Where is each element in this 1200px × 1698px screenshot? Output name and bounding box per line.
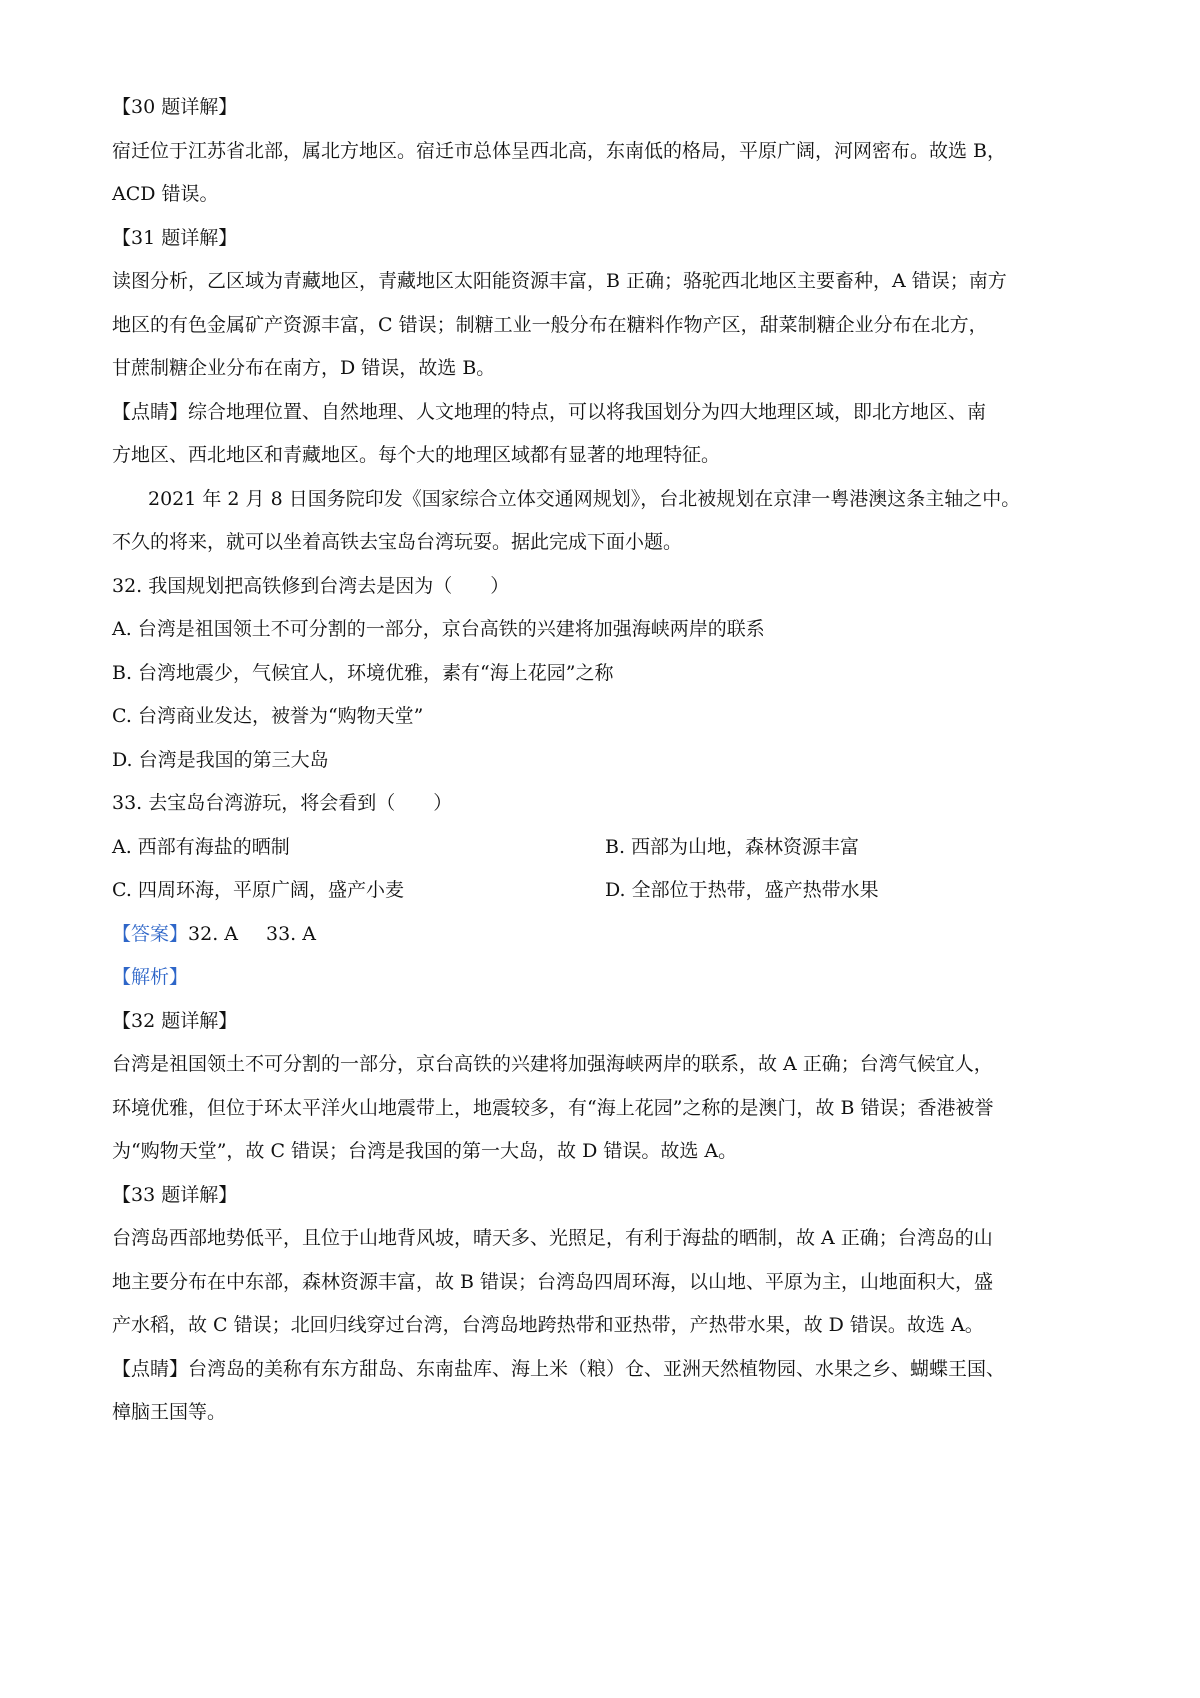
- q32-option-b: B. 台湾地震少，气候宜人，环境优雅，素有“海上花园”之称: [112, 662, 614, 684]
- q32-detail-heading: 【32 题详解】: [112, 1010, 238, 1032]
- q33-explanation-line-1: 台湾岛西部地势低平，且位于山地背风坡，晴天多、光照足，有利于海盐的晒制，故 A 正确；台湾岛的山: [112, 1227, 993, 1249]
- answer-33: 33. A: [266, 923, 316, 945]
- question-stem-line-2: 不久的将来，就可以坐着高铁去宝岛台湾玩耍。据此完成下面小题。: [112, 531, 683, 553]
- q33-explanation-line-2: 地主要分布在中东部，森林资源丰富，故 B 错误；台湾岛四周环海，以山地、平原为主，山地面积大，盛: [112, 1271, 994, 1293]
- q33-option-b: B. 西部为山地，森林资源丰富: [605, 836, 860, 858]
- q33-option-a: A. 西部有海盐的晒制: [112, 836, 290, 858]
- q30-detail-heading: 【30 题详解】: [112, 96, 238, 118]
- key-point-label: 【点睛】: [112, 1358, 189, 1380]
- question-stem-line-1: 2021 年 2 月 8 日国务院印发《国家综合立体交通网规划》，台北被规划在京津一粤港澳这条主轴之中。: [148, 488, 1021, 510]
- q32-explanation-line-2: 环境优雅，但位于环太平洋火山地震带上，地震较多，有“海上花园”之称的是澳门，故 B 错误；香港被誉: [112, 1097, 994, 1119]
- analysis-label: 【解析】: [112, 966, 189, 988]
- answer-label: 【答案】: [112, 923, 189, 945]
- question-32: 32. 我国规划把高铁修到台湾去是因为（ ）: [112, 575, 510, 597]
- q33-option-c: C. 四周环海，平原广阔，盛产小麦: [112, 879, 404, 901]
- question-33: 33. 去宝岛台湾游玩，将会看到（ ）: [112, 792, 453, 814]
- key-point-note-2-line-2: 樟脑王国等。: [112, 1401, 227, 1423]
- q31-explanation-line-2: 地区的有色金属矿产资源丰富，C 错误；制糖工业一般分布在糖料作物产区，甜菜制糖企业分布在北方，: [112, 314, 988, 336]
- q33-explanation-line-3: 产水稻，故 C 错误；北回归线穿过台湾，台湾岛地跨热带和亚热带，产热带水果，故 D 错误。故选 A。: [112, 1314, 984, 1336]
- key-point-note-1-line-2: 方地区、西北地区和青藏地区。每个大的地理区域都有显著的地理特征。: [112, 444, 721, 466]
- q32-option-a: A. 台湾是祖国领土不可分割的一部分，京台高铁的兴建将加强海峡两岸的联系: [112, 618, 765, 640]
- answer-32: 32. A: [188, 923, 238, 945]
- q31-detail-heading: 【31 题详解】: [112, 227, 238, 249]
- q30-explanation-line-1: 宿迁位于江苏省北部，属北方地区。宿迁市总体呈西北高，东南低的格局，平原广阔，河网密布。故选 B，: [112, 140, 1007, 162]
- q32-option-c: C. 台湾商业发达，被誉为“购物天堂”: [112, 705, 424, 727]
- key-point-note-1-line-1: 【点睛】综合地理位置、自然地理、人文地理的特点，可以将我国划分为四大地理区域，即北方地区、南: [112, 401, 987, 423]
- answer-line: [112, 920, 316, 948]
- q31-explanation-line-3: 甘蔗制糖企业分布在南方，D 错误，故选 B。: [112, 357, 496, 379]
- key-point-label: 【点睛】: [112, 401, 189, 423]
- q32-explanation-line-1: 台湾是祖国领土不可分割的一部分，京台高铁的兴建将加强海峡两岸的联系，故 A 正确；台湾气候宜人，: [112, 1053, 993, 1075]
- q33-option-d: D. 全部位于热带，盛产热带水果: [605, 879, 879, 901]
- q30-explanation-line-2: ACD 错误。: [112, 183, 219, 205]
- q33-detail-heading: 【33 题详解】: [112, 1184, 238, 1206]
- key-point-note-2-line-1: 【点睛】台湾岛的美称有东方甜岛、东南盐库、海上米（粮）仓、亚洲天然植物园、水果之乡、蝴蝶王国、: [112, 1358, 1006, 1380]
- q31-explanation-line-1: 读图分析，乙区域为青藏地区，青藏地区太阳能资源丰富，B 正确；骆驼西北地区主要畜种，A 错误；南方: [112, 270, 1007, 292]
- q32-option-d: D. 台湾是我国的第三大岛: [112, 749, 329, 771]
- q32-explanation-line-3: 为“购物天堂”，故 C 错误；台湾是我国的第一大岛，故 D 错误。故选 A。: [112, 1140, 738, 1162]
